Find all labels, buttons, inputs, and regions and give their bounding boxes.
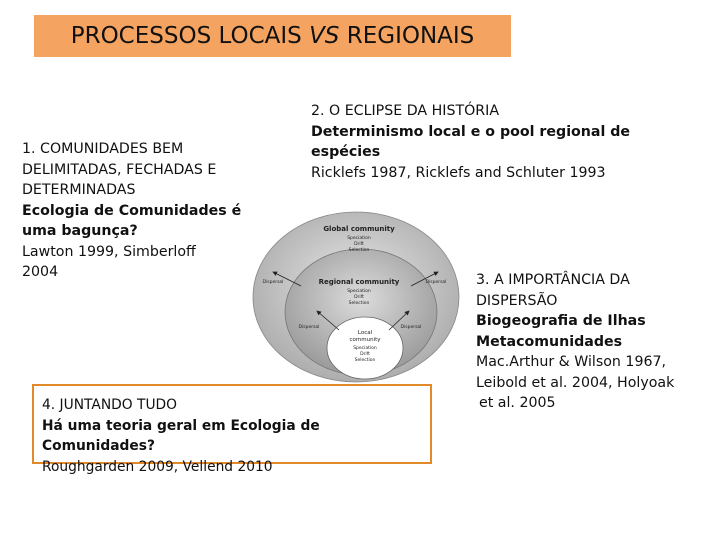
local-process-speciation: Speciation — [353, 346, 377, 351]
s3-line2: DISPERSÃO — [476, 292, 558, 309]
global-process-selection: Selection — [348, 248, 370, 253]
s3-line6: Leibold et al. 2004, Holyoak — [476, 374, 675, 391]
regional-process-selection: Selection — [348, 301, 370, 306]
community-scale-diagram — [251, 208, 461, 384]
section-dispersal — [476, 270, 716, 414]
s3-line7: et al. 2005 — [479, 395, 556, 411]
s4-line2: Há uma teoria geral em Ecologia de Comunidades? — [42, 417, 320, 454]
s3-line4: Metacomunidades — [476, 333, 623, 350]
global-community-title: Global community — [323, 225, 395, 233]
dispersal-label-right: Dispersal — [425, 280, 447, 285]
dispersal-label-lower-left: Dispersal — [298, 325, 320, 330]
s2-line3: espécies — [311, 144, 381, 160]
s1-line1: 1. COMUNIDADES BEM — [22, 141, 184, 157]
s4-line1: 4. JUNTANDO TUDO — [42, 397, 178, 413]
s1-line6: Lawton 1999, Simberloff — [22, 243, 196, 260]
s3-line5: Mac.Arthur & Wilson 1967, — [476, 354, 667, 370]
regional-process-drift: Drift — [354, 295, 364, 300]
s4-line3: Roughgarden 2009, Vellend 2010 — [42, 458, 273, 475]
s1-line4: Ecologia de Comunidades é — [22, 202, 242, 219]
local-process-drift: Drift — [360, 352, 370, 357]
title-banner — [34, 15, 511, 57]
global-process-speciation: Speciation — [347, 236, 371, 241]
local-process-selection: Selection — [354, 358, 376, 363]
section-putting-together — [32, 384, 432, 475]
s2-line4: Ricklefs 1987, Ricklefs and Schluter 1993 — [311, 164, 606, 181]
local-community-title-1: Local — [357, 330, 373, 336]
title-suffix: REGIONAIS — [339, 23, 475, 49]
title-prefix: PROCESSOS LOCAIS — [70, 23, 310, 49]
s1-line2: DELIMITADAS, FECHADAS E — [22, 161, 217, 178]
s1-line7: 2004 — [22, 264, 59, 280]
regional-community-title: Regional community — [318, 278, 400, 286]
s3-line1: 3. A IMPORTÂNCIA DA — [476, 272, 630, 288]
s2-line1: 2. O ECLIPSE DA HISTÓRIA — [311, 103, 500, 119]
s1-line5: uma bagunça? — [22, 223, 138, 239]
s1-line3: DETERMINADAS — [22, 182, 136, 198]
dispersal-label-lower-right: Dispersal — [400, 325, 422, 330]
s3-line3: Biogeografia de Ilhas — [476, 313, 646, 329]
dispersal-label-left: Dispersal — [262, 280, 284, 285]
local-community-title-2: community — [349, 337, 381, 343]
section-history-eclipse — [311, 101, 641, 183]
section-communities — [22, 139, 262, 283]
regional-process-speciation: Speciation — [347, 289, 371, 294]
title-vs: VS — [309, 23, 340, 49]
global-process-drift: Drift — [354, 242, 364, 247]
s2-line2: Determinismo local e o pool regional de — [311, 123, 631, 140]
